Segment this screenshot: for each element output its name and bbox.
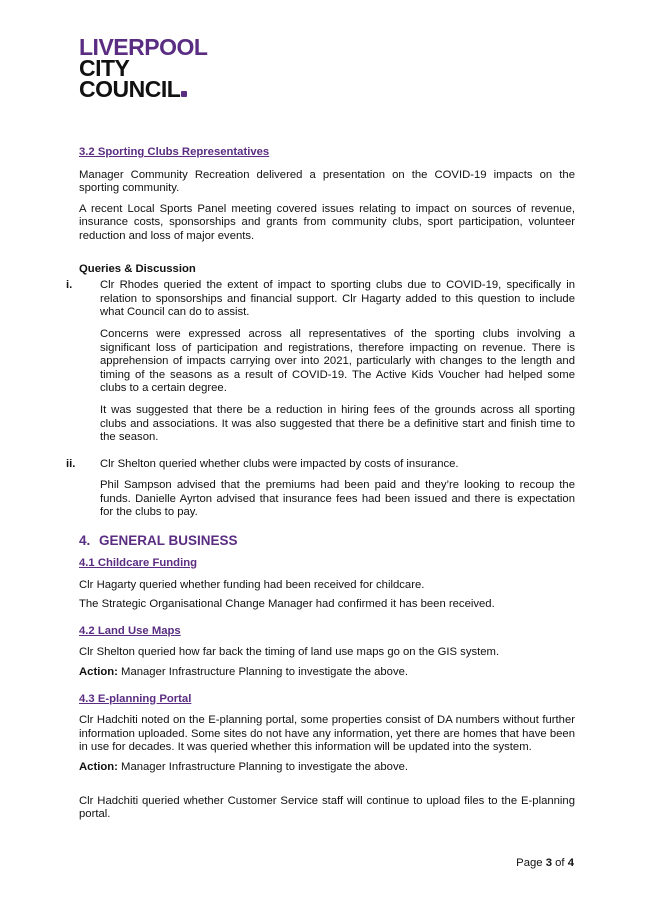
page-of: of	[552, 857, 568, 869]
s43-paragraph-1: Clr Hadchiti noted on the E-planning portal, some properties consist of DA numbers without further information uploaded. Some sites do not have any information, yet there are homes that have been in use for decades. It was queried whether this information will be updated into the system.	[79, 714, 575, 754]
list-item-paragraph: Clr Rhodes queried the extent of impact to sporting clubs due to COVID-19, specifically in relation to sponsorships and financial support. Clr Hagarty added to this question to include what Council can do to assist.	[100, 279, 575, 319]
section-4-1-heading: 4.1 Childcare Funding	[79, 557, 198, 570]
s43-paragraph-2: Clr Hadchiti queried whether Customer Service staff will continue to upload files to the E-planning portal.	[79, 794, 575, 821]
s41-paragraph-2: The Strategic Organisational Change Manager had confirmed it has been received.	[79, 598, 495, 611]
page-number	[516, 857, 574, 869]
logo-line-3-text: COUNCIL	[79, 76, 181, 102]
s32-paragraph-2: A recent Local Sports Panel meeting covered issues relating to impact on sources of revenue, insurance costs, sponsorships and grants from community clubs, sport participation, volunteer reduction and loss of major events.	[79, 202, 575, 242]
logo-line-1: LIVERPOOL	[79, 34, 208, 60]
list-item-paragraph: It was suggested that there be a reduction in hiring fees of the grounds across all sporting clubs and associations. It was also suggested that there be a definitive start and finish time to the season.	[100, 403, 575, 444]
list-item-paragraph: Phil Sampson advised that the premiums had been paid and they’re looking to recoup the funds. Danielle Ayrton advised that insurance fees had been issued and there is expectation for the clubs to pay.	[100, 479, 575, 519]
logo-dot-icon	[181, 91, 187, 97]
list-marker: i.	[66, 279, 73, 292]
section-4-title: GENERAL BUSINESS	[99, 533, 238, 549]
action-label: Action:	[79, 761, 118, 773]
total-pages: 4	[567, 857, 574, 869]
section-4-3-heading: 4.3 E-planning Portal	[79, 692, 192, 705]
s42-action	[79, 666, 575, 680]
s32-paragraph-1: Manager Community Recreation delivered a presentation on the COVID-19 impacts on the sporting community.	[79, 168, 575, 195]
current-page: 3	[545, 857, 552, 869]
council-logo	[79, 34, 208, 102]
list-item-paragraph: Clr Shelton queried whether clubs were impacted by costs of insurance.	[100, 457, 459, 470]
logo-line-2: CITY	[79, 55, 130, 81]
s41-paragraph-1: Clr Hagarty queried whether funding had been received for childcare.	[79, 578, 425, 591]
s42-paragraph-1: Clr Shelton queried how far back the timing of land use maps go on the GIS system.	[79, 646, 500, 659]
action-text: Manager Infrastructure Planning to investigate the above.	[117, 666, 409, 679]
section-3-2-heading: 3.2 Sporting Clubs Representatives	[79, 146, 270, 158]
list-item-paragraph: Concerns were expressed across all representatives of the sporting clubs involving a significant loss of participation and registrations, therefore impacting on revenue. There is apprehension of impacts carrying over into 2021, particularly with changes to the length and timing of the seasons as a result of COVID-19. The Active Kids Voucher had helped some clubs to a certain degree.	[100, 327, 575, 395]
section-4-2-heading: 4.2 Land Use Maps	[79, 624, 181, 637]
section-4-heading	[79, 533, 575, 549]
s43-action	[79, 761, 575, 775]
list-marker: ii.	[66, 457, 76, 470]
document-body	[66, 146, 575, 822]
action-label: Action:	[79, 666, 118, 679]
list-item	[66, 457, 575, 520]
logo-line-3	[79, 76, 207, 102]
queries-discussion-heading: Queries & Discussion	[79, 262, 196, 275]
action-text: Manager Infrastructure Planning to investigate the above.	[117, 761, 409, 773]
page-prefix: Page	[516, 857, 546, 869]
section-4-number: 4.	[79, 533, 91, 549]
list-item	[66, 279, 575, 445]
